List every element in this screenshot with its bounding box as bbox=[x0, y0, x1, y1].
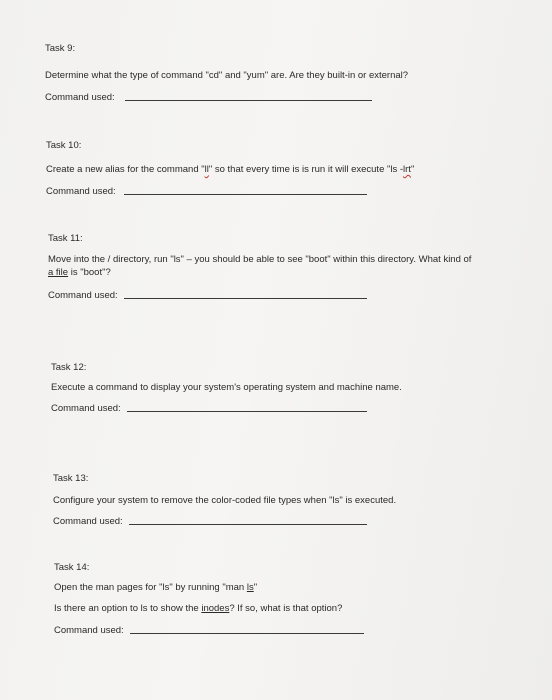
instruction-text: ? If so, what is that option? bbox=[229, 603, 343, 614]
command-row bbox=[46, 185, 414, 198]
task-title: Task 14: bbox=[54, 562, 90, 573]
command-label: Command used: bbox=[51, 403, 121, 414]
task-instruction bbox=[54, 602, 364, 615]
task-11 bbox=[48, 232, 471, 302]
task-title: Task 12: bbox=[51, 362, 87, 373]
task-instruction: Determine what the type of command "cd" and "yum" are. Are they built-in or external? bbox=[45, 70, 409, 81]
task-instruction: Execute a command to display your system's operating system and machine name. bbox=[51, 382, 402, 393]
instruction-text: is "boot"? bbox=[68, 267, 111, 278]
instruction-text: " so that every time is is run it will execute "ls - bbox=[208, 164, 404, 175]
task-12 bbox=[51, 361, 402, 415]
command-row bbox=[45, 91, 408, 104]
task-title: Task 13: bbox=[53, 473, 89, 484]
task-instruction bbox=[54, 581, 364, 594]
instruction-text: ls bbox=[246, 582, 254, 593]
task-instruction bbox=[46, 163, 414, 176]
command-row bbox=[48, 289, 471, 302]
task-14 bbox=[54, 561, 364, 637]
answer-line[interactable] bbox=[124, 193, 367, 195]
command-label: Command used: bbox=[54, 625, 124, 636]
answer-line[interactable] bbox=[127, 410, 367, 412]
command-label: Command used: bbox=[45, 92, 115, 103]
task-10 bbox=[46, 139, 414, 198]
task-title: Task 10: bbox=[46, 140, 82, 151]
command-row bbox=[53, 515, 396, 528]
instruction-text: inodes bbox=[201, 603, 230, 614]
task-13 bbox=[53, 472, 396, 528]
task-title: Task 11: bbox=[48, 233, 83, 244]
answer-line[interactable] bbox=[125, 99, 372, 101]
task-title: Task 9: bbox=[45, 43, 76, 54]
task-instruction: Move into the / directory, run "ls" – you should be able to see "boot" within this directory. What kind of bbox=[48, 254, 472, 265]
instruction-text: lrt bbox=[403, 164, 411, 175]
command-label: Command used: bbox=[48, 290, 118, 301]
instruction-text: " bbox=[410, 164, 415, 175]
command-row bbox=[51, 402, 402, 415]
instruction-text: ll bbox=[204, 164, 209, 175]
instruction-text: Is there an option to ls to show the bbox=[54, 603, 202, 614]
command-label: Command used: bbox=[53, 516, 123, 527]
command-label: Command used: bbox=[46, 186, 116, 197]
answer-line[interactable] bbox=[130, 632, 364, 634]
answer-line[interactable] bbox=[129, 523, 367, 525]
command-row bbox=[54, 624, 364, 637]
instruction-text: Open the man pages for "ls" by running "man bbox=[54, 582, 247, 593]
instruction-text: a file bbox=[48, 267, 69, 278]
task-instruction: Configure your system to remove the color-coded file types when "ls" is executed. bbox=[53, 495, 397, 506]
instruction-text: Create a new alias for the command " bbox=[46, 164, 205, 175]
answer-line[interactable] bbox=[124, 297, 367, 299]
task-instruction bbox=[48, 266, 471, 279]
task-9 bbox=[45, 42, 408, 104]
instruction-text: " bbox=[253, 582, 258, 593]
